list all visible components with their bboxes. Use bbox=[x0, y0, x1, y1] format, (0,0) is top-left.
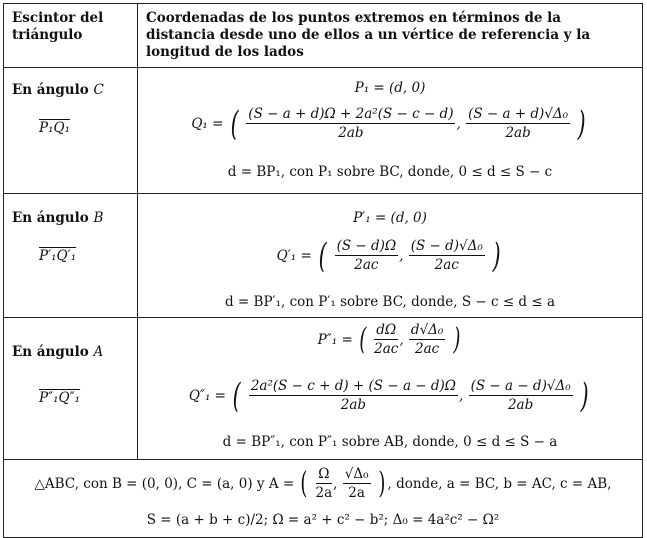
header-col1: Escintor del triángulo bbox=[4, 4, 138, 68]
row-c-segment: P₁Q₁ bbox=[39, 120, 70, 136]
row-c-q: Q₁ = ( $\frac{\text{(S − a + d)Ω + 2a²(S − c − d)}}{2ab}$ , $\frac{\text{(S − a + d)√Δ₀}}{2ab}$ ) bbox=[191, 103, 587, 144]
row-c-label-cell bbox=[4, 68, 138, 194]
row-a-label-cell bbox=[4, 318, 138, 460]
row-a-label: En ángulo A bbox=[12, 344, 104, 360]
row-b-formula-cell bbox=[138, 194, 643, 318]
row-b-q: Q′₁ = ( $\frac{(S - d)\Omega}{2ac}$ , $\frac{\text{(S − d)√Δ₀}}{2ac}$ ) bbox=[276, 235, 501, 276]
footer-cell bbox=[4, 460, 643, 538]
row-c-label: En ángulo C bbox=[12, 82, 104, 98]
header-col2: Coordenadas de los puntos extremos en términos de la distancia desde uno de ellos a un vértice de referencia y la longitud de los lados bbox=[138, 4, 643, 68]
row-a-condition: d = BP″₁, con P″₁ sobre AB, donde, 0 ≤ d ≤ S − a bbox=[222, 434, 558, 450]
row-c-p: P₁ = (d, 0) bbox=[354, 80, 426, 96]
bisector-table bbox=[3, 3, 643, 538]
row-b-label-cell bbox=[4, 194, 138, 318]
footer-line2: S = (a + b + c)/2; Ω = a² + c² − b²; Δ₀ = 4a²c² − Ω² bbox=[146, 512, 500, 528]
row-c-condition: d = BP₁, con P₁ sobre BC, donde, 0 ≤ d ≤ S − c bbox=[227, 164, 553, 180]
row-b-segment: P′₁Q′₁ bbox=[39, 248, 77, 264]
footer-line1: △ABC, con B = (0, 0), C = (a, 0) y A = ( $\frac{\Omega}{2a}$ , $\frac{\text{√Δ₀}}{2a}$ ) , donde, a = BC, b = AC, c = AB, bbox=[34, 465, 612, 501]
row-a-p: P″₁ = ( $\frac{d\Omega}{2ac}$ , $\frac{\text{d√Δ₀}}{2ac}$ ) bbox=[317, 321, 460, 357]
row-b-condition: d = BP′₁, con P′₁ sobre BC, donde, S − c ≤ d ≤ a bbox=[224, 294, 556, 310]
row-a-formula-cell bbox=[138, 318, 643, 460]
row-b-p: P′₁ = (d, 0) bbox=[353, 210, 427, 226]
row-c-formula-cell bbox=[138, 68, 643, 194]
row-b-label: En ángulo B bbox=[12, 210, 104, 226]
row-a-segment: P″₁Q″₁ bbox=[39, 390, 81, 406]
row-a-q: Q″₁ = ( $\frac{\text{2a²(S − c + d) + (S − a − d)Ω}}{2ab}$ , $\frac{\text{(S − a − d)√Δ₀}}{2ab}$ ) bbox=[188, 375, 589, 416]
